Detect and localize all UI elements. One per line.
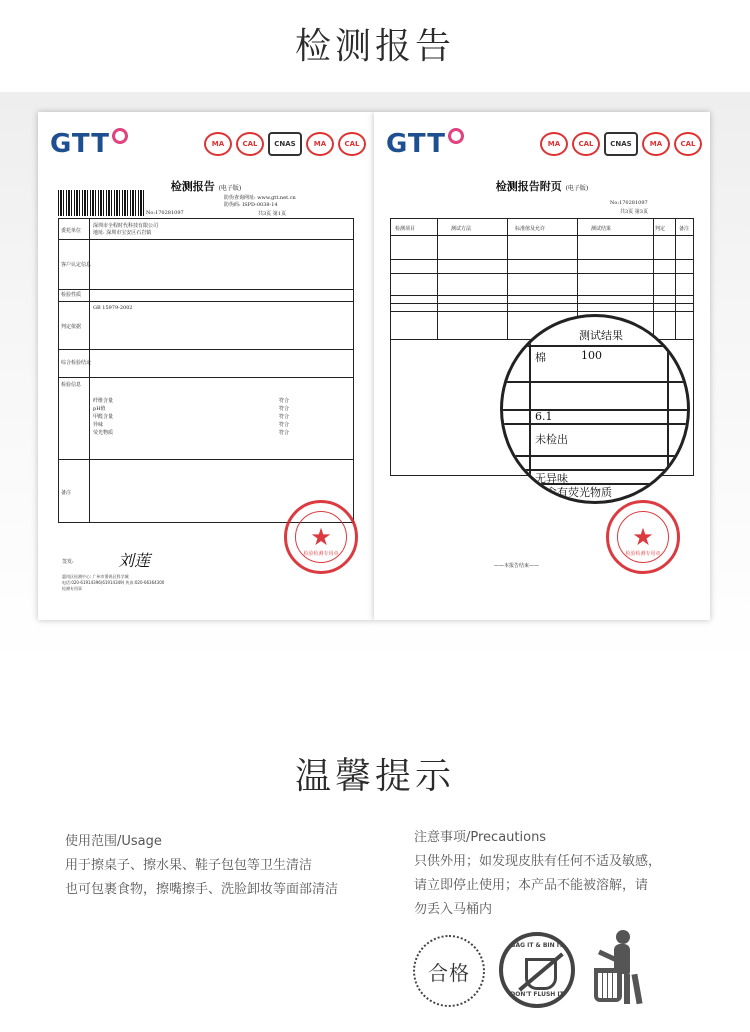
standard-reference: GB 15979-2002 xyxy=(93,305,133,311)
item-row: 异味 xyxy=(93,422,104,428)
zoom-cotton-label: 棉 xyxy=(535,351,546,364)
report-pages: 共3页 第1页 xyxy=(258,211,286,217)
test-report-appendix xyxy=(374,112,710,620)
usage-title: 使用范围/Usage xyxy=(65,834,162,849)
signature: 刘莲 xyxy=(118,551,151,570)
header-cell: 备注 xyxy=(679,226,690,232)
row-label: 综合检验结论 xyxy=(61,360,92,366)
certification-marks xyxy=(540,132,702,156)
report-form-table xyxy=(58,218,354,523)
header-cell: 测试方法 xyxy=(451,226,472,232)
inspection-seal-icon: ★ 检验检测专用章 xyxy=(606,500,680,574)
cnas-mark-icon: CNAS xyxy=(604,132,638,156)
zoom-ph-value: 6.1 xyxy=(535,410,553,423)
cnas-mark-icon: CNAS xyxy=(268,132,302,156)
cal-mark-icon: CAL xyxy=(236,132,264,156)
result-cell: 符合 xyxy=(279,398,290,404)
item-row: 纤维含量 xyxy=(93,398,114,404)
cma-mark-icon: MA xyxy=(204,132,232,156)
report-footer: 惠岗区检测中心: 广州市番禺区科学城 电话:020-61914396(61914349) 传真:020-66364300 检测专用章 xyxy=(62,574,165,591)
item-row: 荧光物质 xyxy=(93,430,114,436)
section-title-tips: 温馨提示 xyxy=(294,756,455,797)
report-title: 检测报告 (电子版) xyxy=(170,180,242,193)
cma-mark-icon: MA xyxy=(642,132,670,156)
precautions-line: 勿丢入马桶内 xyxy=(414,902,493,917)
cal-mark-icon: CAL xyxy=(674,132,702,156)
row-label: 判定依据 xyxy=(61,324,82,330)
gtt-logo: GTT xyxy=(386,128,464,159)
cal-mark-icon: CAL xyxy=(572,132,600,156)
usage-section xyxy=(65,830,338,902)
report-end-line: ——本报告结束—— xyxy=(494,563,540,569)
appendix-title: 检测报告附页 (电子版) xyxy=(495,180,589,193)
header-cell: 测试结果 xyxy=(591,226,612,232)
zoom-header: 测试结果 xyxy=(579,329,623,342)
cal-mark-icon: CAL xyxy=(338,132,366,156)
item-row: 甲醛含量 xyxy=(93,414,114,420)
item-row: pH值 xyxy=(93,406,106,412)
signer-label: 签发: xyxy=(62,559,74,565)
zoom-no-odor: 无异味 xyxy=(535,472,568,485)
report-number: No:170281097 xyxy=(146,210,184,216)
report-anti-fake-code: 防伪码: ISPD-0038-14 xyxy=(224,202,278,208)
barcode xyxy=(58,190,144,216)
precautions-line: 请立即停止使用；本产品不能被溶解，请 xyxy=(414,878,649,893)
precautions-line: 只供外用；如发现皮肤有任何不适及敏感， xyxy=(414,854,662,869)
row-label: 备注 xyxy=(61,490,72,496)
gtt-logo-ring-icon xyxy=(448,128,464,144)
zoom-not-detected: 未检出 xyxy=(535,433,568,446)
result-cell: 符合 xyxy=(279,422,290,428)
certification-marks xyxy=(204,132,366,156)
usage-line: 用于擦桌子、擦水果、鞋子包包等卫生清洁 xyxy=(65,858,313,873)
client-address: 地址: 深圳市宝安区石岩镇 xyxy=(93,230,152,236)
row-label: 检验信息 xyxy=(61,382,82,388)
precautions-section xyxy=(414,826,661,922)
row-label: 委托单位 xyxy=(61,228,82,234)
result-cell: 符合 xyxy=(279,430,290,436)
header-cell: 标准值及允许 xyxy=(515,226,546,232)
header-cell: 检测项目 xyxy=(395,226,416,232)
trash-bin-icon xyxy=(588,930,660,1010)
row-label: 检验性质 xyxy=(61,292,82,298)
report-website: 防伪查询网址: www.gtt.net.cn xyxy=(224,195,296,201)
cma-mark-icon: MA xyxy=(306,132,334,156)
usage-line: 也可包裹食物，擦嘴擦手、洗脸卸妆等面部清洁 xyxy=(65,882,339,897)
cma-mark-icon: MA xyxy=(540,132,568,156)
report-number: No:170281097 xyxy=(610,200,648,206)
client-name: 深圳市全程时代科技有限公司 xyxy=(93,223,159,229)
zoomed-results-magnifier xyxy=(500,314,690,504)
precautions-title: 注意事项/Precautions xyxy=(414,830,547,845)
zoom-no-fluorescent: 不含有荧光物质 xyxy=(535,486,612,499)
result-cell: 符合 xyxy=(279,406,290,412)
gtt-logo-ring-icon xyxy=(112,128,128,144)
section-title-report: 检测报告 xyxy=(294,26,455,67)
result-cell: 符合 xyxy=(279,414,290,420)
dont-flush-icon: BAG IT & BIN IT DON'T FLUSH IT xyxy=(499,932,575,1008)
gtt-logo: GTT xyxy=(50,128,128,159)
row-label: 客户认定信息 xyxy=(61,262,92,268)
report-pages: 共3页 第3页 xyxy=(620,209,648,215)
test-report-page-1 xyxy=(38,112,374,620)
qualified-badge-icon: 合格 xyxy=(413,935,485,1007)
zoom-cotton-value: 100 xyxy=(581,349,602,362)
header-cell: 判定 xyxy=(655,226,666,232)
inspection-seal-icon: ★ 检验检测专用章 xyxy=(284,500,358,574)
